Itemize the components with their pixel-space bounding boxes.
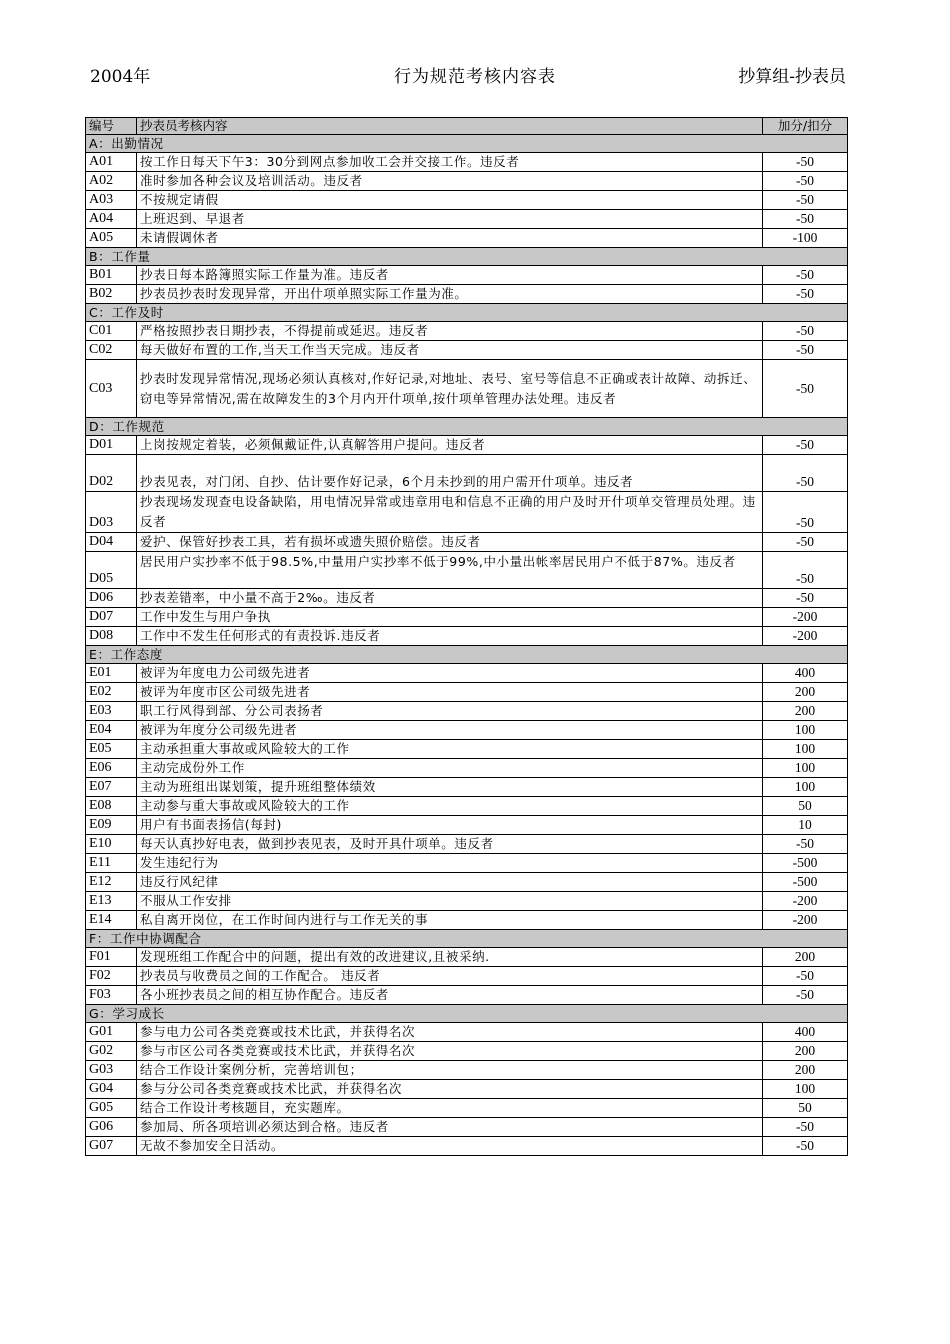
table-row [86,455,848,492]
item-description: 居民用户实抄率不低于98.5%,中量用户实抄率不低于99%,中小量出帐率居民用户不低于87%。违反者 [137,552,763,589]
item-code: E12 [86,873,137,892]
item-description: 上班迟到、早退者 [137,210,763,229]
table-row [86,759,848,778]
item-score: -50 [763,835,848,854]
item-score: -50 [763,552,848,589]
item-code: C01 [86,322,137,341]
item-score: -50 [763,322,848,341]
item-code: A01 [86,153,137,172]
item-score: -50 [763,1118,848,1137]
item-score: -50 [763,210,848,229]
item-description: 工作中不发生任何形式的有责投诉.违反者 [137,627,763,646]
item-score: -50 [763,172,848,191]
item-score: 200 [763,683,848,702]
section-title: E：工作态度 [86,646,848,664]
table-row [86,229,848,248]
table-header-row [86,118,848,135]
item-description: 发生违纪行为 [137,854,763,873]
table-row [86,1137,848,1156]
item-score: 10 [763,816,848,835]
item-description: 主动完成份外工作 [137,759,763,778]
table-row [86,172,848,191]
item-code: G06 [86,1118,137,1137]
table-row [86,778,848,797]
section-row [86,1005,848,1023]
item-score: -50 [763,533,848,552]
item-code: E11 [86,854,137,873]
item-description: 严格按照抄表日期抄表，不得提前或延迟。违反者 [137,322,763,341]
item-description: 被评为年度市区公司级先进者 [137,683,763,702]
item-code: C02 [86,341,137,360]
item-description: 无故不参加安全日活动。 [137,1137,763,1156]
table-row [86,986,848,1005]
item-description: 被评为年度分公司级先进者 [137,721,763,740]
item-code: D01 [86,436,137,455]
item-code: E13 [86,892,137,911]
item-description: 职工行风得到部、分公司表扬者 [137,702,763,721]
item-score: 50 [763,1099,848,1118]
item-description: 主动为班组出谋划策，提升班组整体绩效 [137,778,763,797]
table-row [86,1042,848,1061]
item-code: E14 [86,911,137,930]
item-code: A02 [86,172,137,191]
section-title: F：工作中协调配合 [86,930,848,948]
item-code: E04 [86,721,137,740]
item-score: 200 [763,702,848,721]
table-row [86,948,848,967]
item-score: 100 [763,1080,848,1099]
table-row [86,1080,848,1099]
item-description: 抄表差错率，中小量不高于2‰。违反者 [137,589,763,608]
table-row [86,492,848,533]
item-score: -50 [763,492,848,533]
item-score: -50 [763,436,848,455]
item-code: E10 [86,835,137,854]
item-description: 结合工作设计案例分析，完善培训包； [137,1061,763,1080]
item-score: 200 [763,1042,848,1061]
item-score: -200 [763,911,848,930]
item-description: 参加局、所各项培训必须达到合格。违反者 [137,1118,763,1137]
item-code: E05 [86,740,137,759]
table-row [86,1061,848,1080]
table-row [86,854,848,873]
item-description: 发现班组工作配合中的问题，提出有效的改进建议,且被采纳. [137,948,763,967]
section-row [86,930,848,948]
item-score: -50 [763,153,848,172]
item-code: A04 [86,210,137,229]
section-title: C：工作及时 [86,304,848,322]
item-description: 每天做好布置的工作,当天工作当天完成。违反者 [137,341,763,360]
header-department: 抄算组-抄表员 [738,67,846,87]
item-score: -50 [763,285,848,304]
section-row [86,418,848,436]
item-description: 各小班抄表员之间的相互协作配合。违反者 [137,986,763,1005]
table-row [86,191,848,210]
table-row [86,911,848,930]
item-score: -50 [763,967,848,986]
table-row [86,683,848,702]
table-row [86,533,848,552]
item-score: -100 [763,229,848,248]
item-score: 50 [763,797,848,816]
item-code: B02 [86,285,137,304]
item-code: C03 [86,360,137,418]
item-code: E07 [86,778,137,797]
item-description: 违反行风纪律 [137,873,763,892]
item-code: D07 [86,608,137,627]
item-description: 被评为年度电力公司级先进者 [137,664,763,683]
table-row [86,892,848,911]
item-code: G02 [86,1042,137,1061]
item-code: F02 [86,967,137,986]
item-code: E06 [86,759,137,778]
item-description: 工作中发生与用户争执 [137,608,763,627]
item-description: 不服从工作安排 [137,892,763,911]
item-description: 参与分公司各类竞赛或技术比武，并获得名次 [137,1080,763,1099]
item-code: F01 [86,948,137,967]
table-row [86,210,848,229]
item-score: 400 [763,1023,848,1042]
table-row [86,552,848,589]
table-row [86,721,848,740]
item-description: 未请假调休者 [137,229,763,248]
item-code: D03 [86,492,137,533]
item-code: A05 [86,229,137,248]
item-description: 参与电力公司各类竞赛或技术比武，并获得名次 [137,1023,763,1042]
item-code: B01 [86,266,137,285]
item-code: E01 [86,664,137,683]
column-header-content: 抄表员考核内容 [137,118,763,135]
item-score: 400 [763,664,848,683]
column-header-score: 加分/扣分 [763,118,848,135]
item-code: E02 [86,683,137,702]
item-description: 每天认真抄好电表，做到抄表见表，及时开具什项单。违反者 [137,835,763,854]
section-row [86,646,848,664]
item-code: E03 [86,702,137,721]
table-row [86,360,848,418]
item-score: 100 [763,759,848,778]
item-score: -500 [763,854,848,873]
item-code: G04 [86,1080,137,1099]
table-row [86,873,848,892]
item-code: G05 [86,1099,137,1118]
item-score: -200 [763,627,848,646]
item-description: 抄表员与收费员之间的工作配合。 违反者 [137,967,763,986]
item-description: 私自离开岗位，在工作时间内进行与工作无关的事 [137,911,763,930]
item-score: -200 [763,892,848,911]
table-row [86,664,848,683]
table-row [86,285,848,304]
item-score: 200 [763,948,848,967]
section-row [86,135,848,153]
item-description: 不按规定请假 [137,191,763,210]
table-row [86,627,848,646]
section-title: D：工作规范 [86,418,848,436]
item-description: 抄表现场发现查电设备缺陷，用电情况异常或违章用电和信息不正确的用户及时开什项单交管理员处理。违反者 [137,492,763,533]
table-row [86,1099,848,1118]
item-code: D02 [86,455,137,492]
table-row [86,740,848,759]
table-row [86,436,848,455]
item-score: 200 [763,1061,848,1080]
item-description: 爱护、保管好抄表工具，若有损坏或遗失照价赔偿。违反者 [137,533,763,552]
item-score: -50 [763,191,848,210]
section-row [86,248,848,266]
item-description: 主动参与重大事故或风险较大的工作 [137,797,763,816]
table-row [86,608,848,627]
assessment-table [85,117,848,1156]
item-score: -50 [763,360,848,418]
section-title: G：学习成长 [86,1005,848,1023]
item-score: -50 [763,1137,848,1156]
item-code: E09 [86,816,137,835]
item-code: A03 [86,191,137,210]
item-score: -50 [763,341,848,360]
section-row [86,304,848,322]
table-row [86,797,848,816]
table-row [86,341,848,360]
header-year: 2004年 [90,67,151,87]
table-row [86,266,848,285]
item-description: 抄表时发现异常情况,现场必须认真核对,作好记录,对地址、表号、室号等信息不正确或表计故障、动拆迁、窃电等异常情况,需在故障发生的3个月内开什项单,按什项单管理办法处理。违反者 [137,360,763,418]
item-score: -50 [763,986,848,1005]
item-code: G03 [86,1061,137,1080]
item-score: -50 [763,266,848,285]
item-description: 参与市区公司各类竞赛或技术比武，并获得名次 [137,1042,763,1061]
item-code: G01 [86,1023,137,1042]
item-code: D05 [86,552,137,589]
item-description: 用户有书面表扬信(每封) [137,816,763,835]
item-description: 上岗按规定着装，必须佩戴证件,认真解答用户提问。违反者 [137,436,763,455]
table-row [86,153,848,172]
table-row [86,702,848,721]
item-description: 按工作日每天下午3：30分到网点参加收工会并交接工作。违反者 [137,153,763,172]
item-code: D04 [86,533,137,552]
table-row [86,816,848,835]
item-score: 100 [763,721,848,740]
item-code: D06 [86,589,137,608]
section-title: A：出勤情况 [86,135,848,153]
item-description: 主动承担重大事故或风险较大的工作 [137,740,763,759]
item-score: -50 [763,589,848,608]
table-row [86,1023,848,1042]
item-score: -200 [763,608,848,627]
item-score: -50 [763,455,848,492]
item-code: G07 [86,1137,137,1156]
table-row [86,589,848,608]
item-code: D08 [86,627,137,646]
table-body [86,135,848,1156]
section-title: B：工作量 [86,248,848,266]
item-code: F03 [86,986,137,1005]
item-description: 结合工作设计考核题目，充实题库。 [137,1099,763,1118]
item-description: 抄表员抄表时发现异常，开出什项单照实际工作量为准。 [137,285,763,304]
page-title: 行为规范考核内容表 [394,67,556,87]
item-score: -500 [763,873,848,892]
item-score: 100 [763,740,848,759]
item-score: 100 [763,778,848,797]
item-description: 抄表日每本路簿照实际工作量为准。违反者 [137,266,763,285]
table-row [86,322,848,341]
item-description: 抄表见表，对门闭、自抄、估计要作好记录，6个月未抄到的用户需开什项单。违反者 [137,455,763,492]
item-code: E08 [86,797,137,816]
table-row [86,1118,848,1137]
item-description: 准时参加各种会议及培训活动。违反者 [137,172,763,191]
table-row [86,835,848,854]
table-row [86,967,848,986]
column-header-code: 编号 [86,118,137,135]
